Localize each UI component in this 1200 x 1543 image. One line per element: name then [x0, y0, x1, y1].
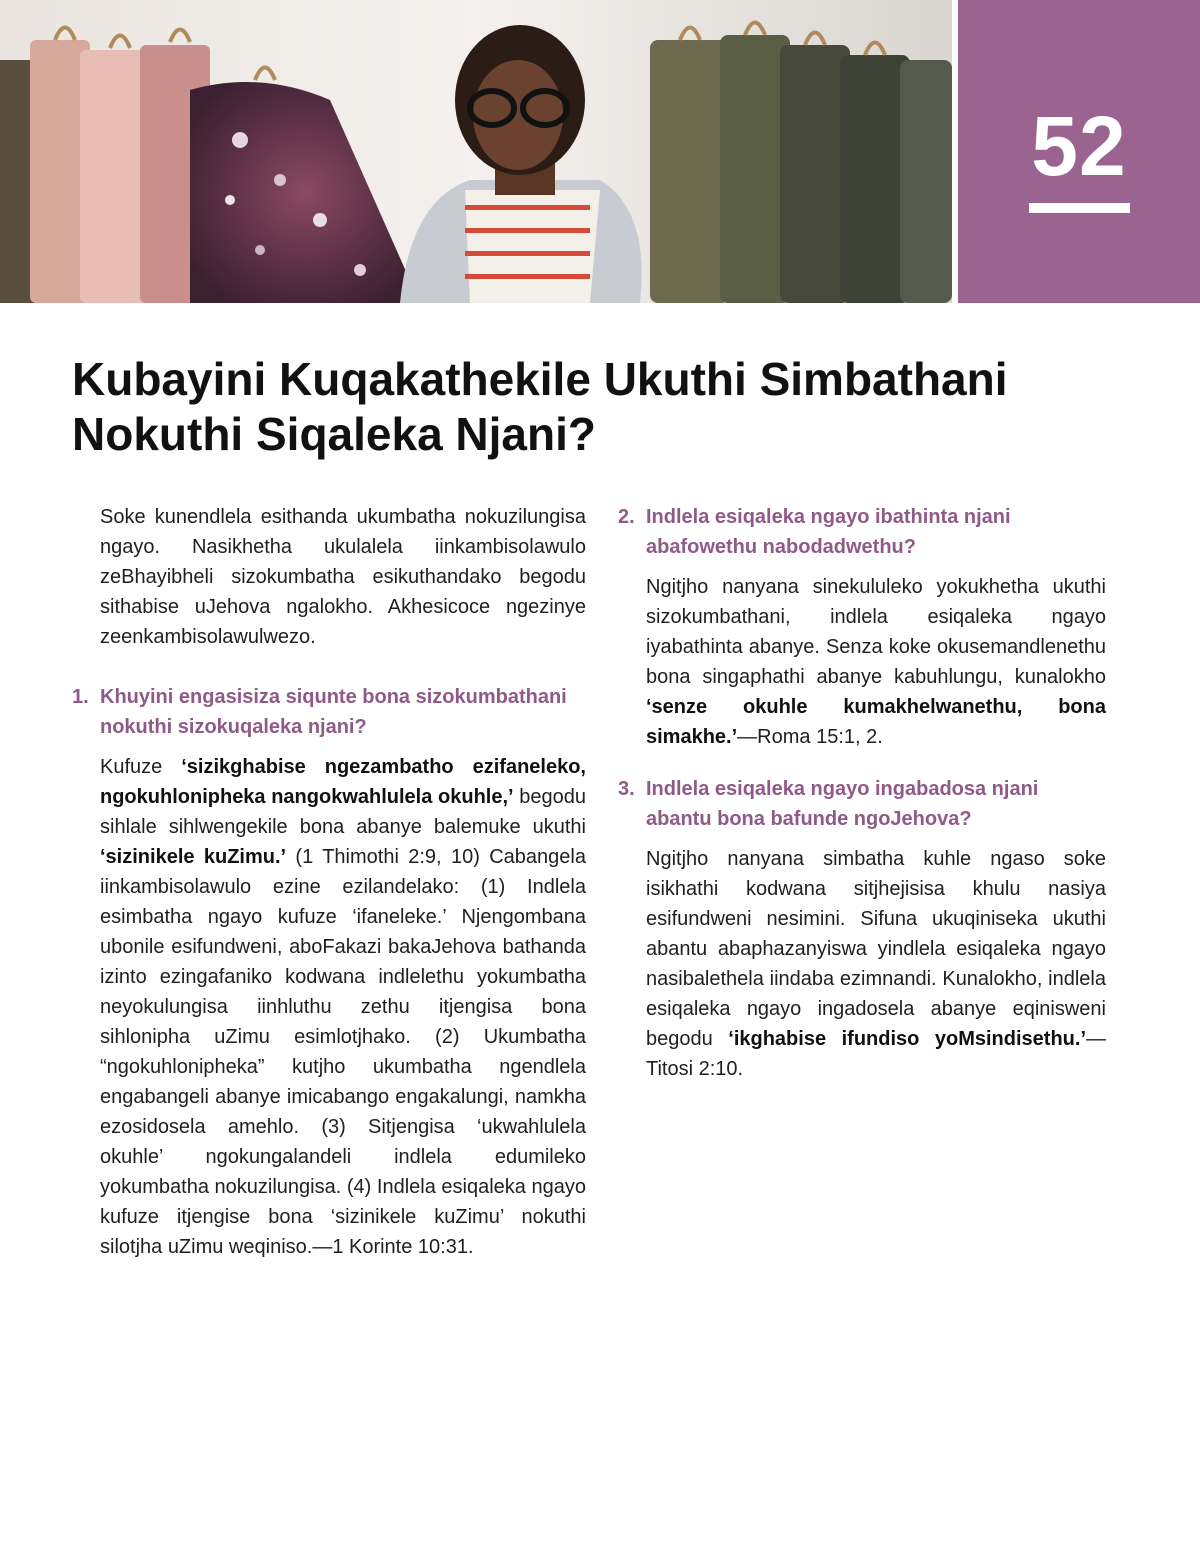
answer-2-text-a: Ngitjho nanyana sinekululeko yokukhetha ukuthi sizokumbathani, indlela esiqaleka ngayo iyabathinta abanye. Senza koke okusemandlenethu bona singaphathi abanye kabuhlungu, kunalokho — [646, 576, 1106, 688]
answer-3-scripture-quote: ‘ikghabise ifundiso yoMsindisethu.’ — [728, 1028, 1087, 1050]
question-2 — [618, 502, 1106, 562]
answer-2 — [618, 572, 1106, 752]
question-1 — [72, 682, 586, 742]
left-column — [72, 502, 586, 1284]
intro-paragraph: Soke kunendlela esithanda ukumbatha nokuzilungisa ngayo. Nasikhetha ukulalela iinkambisolawulo zeBhayibheli sizokumbatha esikuthandako begodu sithabise uJehova ngalokho. Akhesicoce ngezinye zeenkambisolawulwezo. — [100, 506, 586, 648]
hero-photo-illustration — [0, 0, 952, 303]
answer-1-text-a: Kufuze — [100, 756, 182, 778]
question-2-number: 2. — [618, 506, 635, 528]
question-1-text: Khuyini engasisiza siqunte bona sizokumbathani nokuthi sizokuqaleka njani? — [100, 686, 567, 738]
answer-3 — [618, 844, 1106, 1084]
right-column — [618, 502, 1106, 1106]
answer-1 — [72, 752, 586, 1262]
answer-2-scripture-quote: ‘senze okuhle kumakhelwanethu, bona simakhe.’ — [646, 696, 1106, 748]
lesson-number: 52 — [1031, 99, 1127, 193]
question-2-text: Indlela esiqaleka ngayo ibathinta njani abafowethu nabodadwethu? — [646, 506, 1011, 558]
question-3-number: 3. — [618, 778, 635, 800]
question-3-text: Indlela esiqaleka ngayo ingabadosa njani abantu bona bafunde ngoJehova? — [646, 778, 1039, 830]
lesson-badge — [958, 0, 1200, 303]
question-1-number: 1. — [72, 686, 89, 708]
answer-1-scripture-quote-a: ‘sizikghabise ngezambatho ezifaneleko, ngokuhlonipheka nangokwahlulela okuhle,’ — [100, 756, 586, 808]
answer-1-scripture-quote-b: ‘sizinikele kuZimu.’ — [100, 846, 287, 868]
question-3 — [618, 774, 1106, 834]
answer-3-text-a: Ngitjho nanyana simbatha kuhle ngaso soke isikhathi kodwana sitjhejisisa khulu nasiya esifundweni nesimini. Sifuna ukuqiniseka ukuthi abantu abaphazanyiswa yindlela esiqaleka ngayo nasibalethela iindaba ezimnandi. Kunalokho, indlela esiqaleka ngayo ingadosela abanye eqinisweni begodu — [646, 848, 1106, 1050]
hero-photo — [0, 0, 952, 303]
answer-2-reference: —Roma 15:1, 2. — [737, 726, 883, 748]
page-title: Kubayini Kuqakathekile Ukuthi Simbathani Nokuthi Siqaleka Njani? — [72, 353, 1008, 460]
answer-1-text-b: begodu sihlale sihlwengekile bona abanye balemuke ukuthi — [100, 786, 586, 838]
lesson-number-underline — [1029, 203, 1130, 213]
answer-1-text-c: (1 Thimothi 2:9, 10) Cabangela iinkambisolawulo ezine ezilandelako: (1) Indlela esimbatha ngayo kufuze ‘ifaneleke.’ Njengombana ubonile esifundweni, aboFakazi bakaJehova bathanda izinto ezingafaniko kodwana indlelethu yokumbatha neyokulungisa iinhluthu zethu itjengisa bona sihlonipha uZimu esimlotjhako. (2) Ukumbatha “ngokuhlonipheka” kutjho ukumbatha ngendlela engabangeli abanye imicabango engakalungi, namkha ezosidosela amehlo. (3) Sitjengisa ‘ukwahlulela okuhle’ ngokungalandeli indlela edumileko yokumbatha nokuzilungisa. (4) Indlela esiqaleka ngayo kufuze itjengise bona ‘sizinikele kuZimu’ nokuthi silotjha uZimu weqiniso.—1 Korinte 10:31. — [100, 846, 586, 1258]
answer-3-reference: —Titosi 2:10. — [646, 1028, 1107, 1080]
